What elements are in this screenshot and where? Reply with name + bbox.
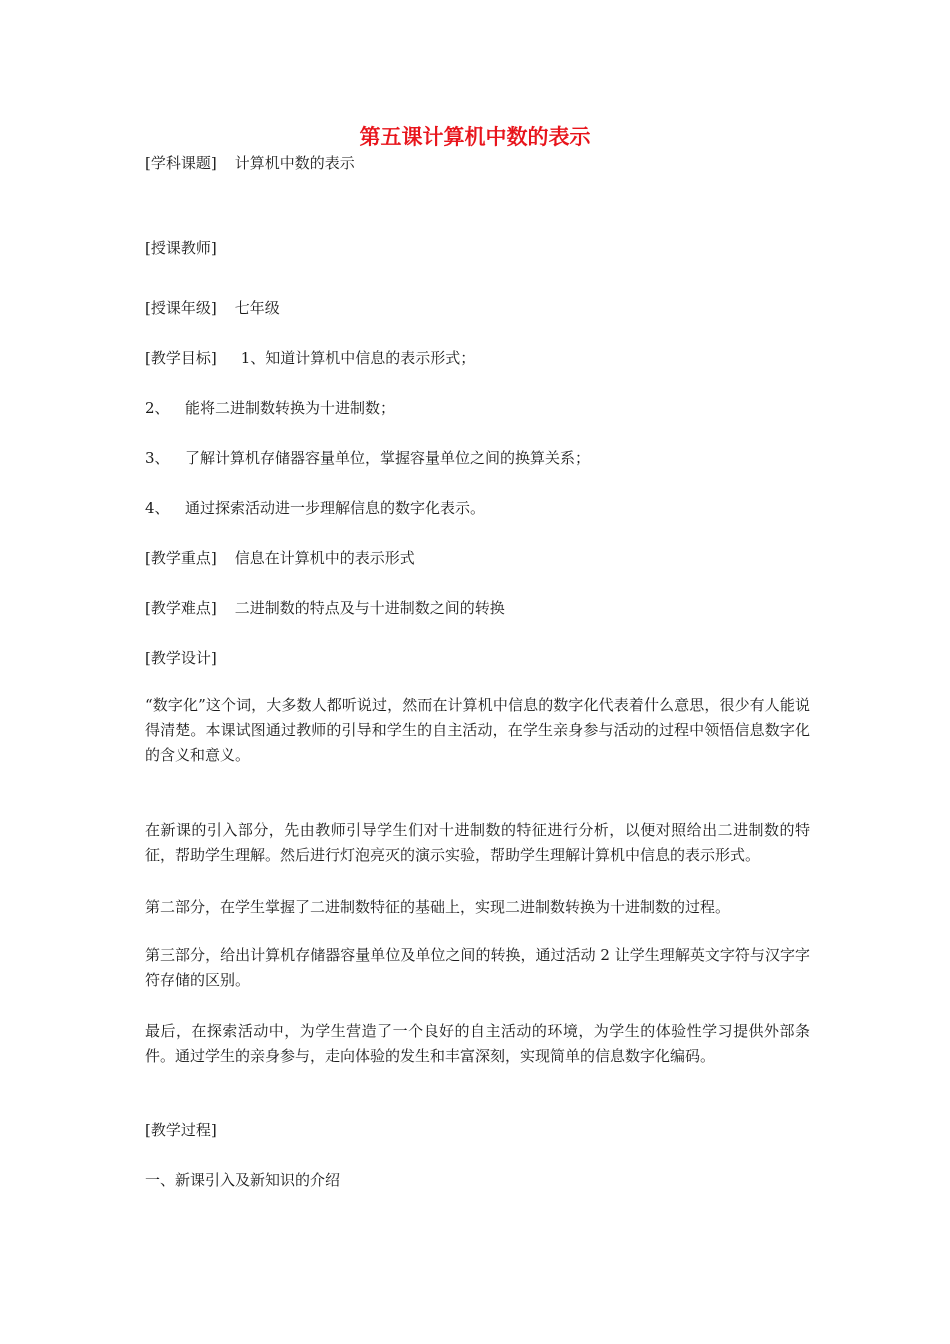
goal-text: 了解计算机存储器容量单位，掌握容量单位之间的换算关系； — [185, 449, 591, 467]
difficulty-label: [教学难点] — [145, 599, 217, 617]
goals-row — [145, 348, 475, 368]
grade-row — [145, 298, 280, 318]
design-label-text: [教学设计] — [145, 649, 217, 667]
goal-item — [145, 398, 395, 418]
goal-1: 1、知道计算机中信息的表示形式； — [240, 349, 476, 367]
goal-text: 能将二进制数转换为十进制数； — [185, 399, 396, 417]
subject-label: [学科课题] — [145, 154, 217, 172]
focus-row — [145, 548, 415, 568]
subject-row — [145, 153, 355, 173]
goals-label: [教学目标] — [145, 349, 217, 367]
design-paragraph: 第三部分，给出计算机存储器容量单位及单位之间的转换，通过活动 2 让学生理解英文字符与汉字字符存储的区别。 — [145, 946, 810, 989]
difficulty-row — [145, 598, 505, 618]
section-heading-text: 一、新课引入及新知识的介绍 — [145, 1171, 341, 1189]
teacher-row — [145, 238, 217, 258]
document-title: 第五课计算机中数的表示 — [359, 125, 591, 149]
design-paragraph: 第二部分，在学生掌握了二进制数特征的基础上，实现二进制数转换为十进制数的过程。 — [145, 898, 731, 916]
teacher-label: [授课教师] — [145, 239, 217, 257]
process-label — [145, 1120, 217, 1140]
goal-item — [145, 448, 590, 468]
focus-label: [教学重点] — [145, 549, 217, 567]
goal-number: 2、 — [145, 399, 170, 417]
grade-value: 七年级 — [234, 299, 280, 317]
subject-value: 计算机中数的表示 — [234, 154, 355, 172]
design-paragraph: 最后，在探索活动中，为学生营造了一个良好的自主活动的环境，为学生的体验性学习提供外部条件。通过学生的亲身参与，走向体验的发生和丰富深刻，实现简单的信息数字化编码。 — [145, 1022, 810, 1065]
goal-item — [145, 498, 485, 518]
process-label-text: [教学过程] — [145, 1121, 217, 1139]
design-paragraph: 在新课的引入部分，先由教师引导学生们对十进制数的特征进行分析，以便对照给出二进制数的特征，帮助学生理解。然后进行灯泡亮灭的演示实验，帮助学生理解计算机中信息的表示形式。 — [145, 821, 810, 864]
goal-number: 3、 — [145, 449, 170, 467]
design-label — [145, 648, 217, 668]
goal-number: 4、 — [145, 499, 170, 517]
section-heading — [145, 1170, 340, 1190]
grade-label: [授课年级] — [145, 299, 217, 317]
difficulty-value: 二进制数的特点及与十进制数之间的转换 — [234, 599, 505, 617]
design-paragraph: “数字化”这个词，大多数人都听说过，然而在计算机中信息的数字化代表着什么意思，很少有人能说得清楚。本课试图通过教师的引导和学生的自主活动，在学生亲身参与活动的过程中领悟信息数字化的含义和意义。 — [145, 696, 810, 764]
focus-value: 信息在计算机中的表示形式 — [234, 549, 415, 567]
goal-text: 通过探索活动进一步理解信息的数字化表示。 — [185, 499, 486, 517]
